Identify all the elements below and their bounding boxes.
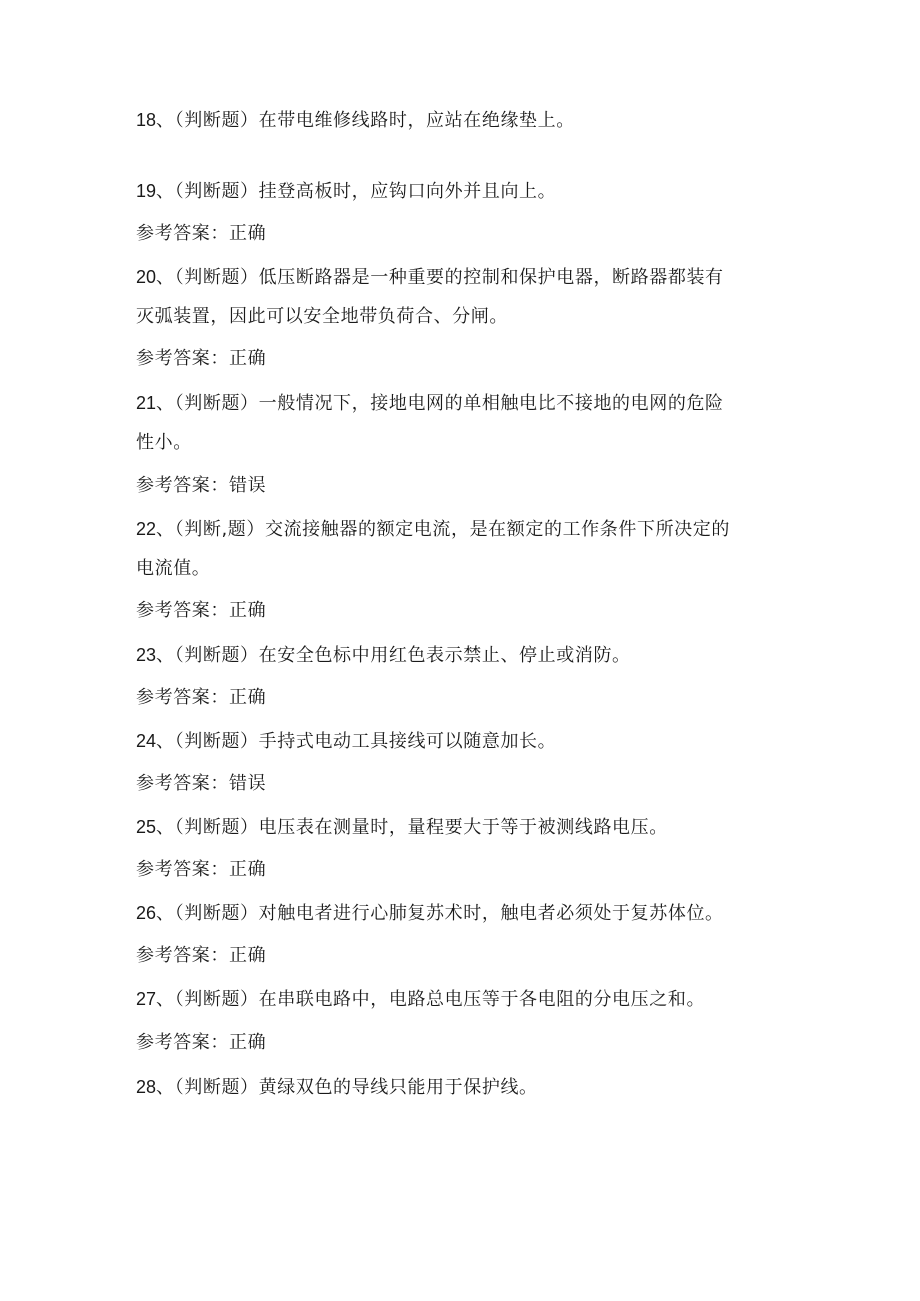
question-number: 21 <box>136 393 157 413</box>
question-number: 25 <box>136 817 157 837</box>
question-type: （判断题） <box>174 731 259 752</box>
question-number: 26 <box>136 903 157 923</box>
question-type: （判断题） <box>174 110 259 131</box>
question-22-continuation: 电流值。 <box>136 558 211 579</box>
question-23 <box>136 645 796 666</box>
answer-27: 参考答案：正确 <box>136 1032 267 1053</box>
question-text: 交流接触器的额定电流，是在额定的工作条件下所决定的 <box>264 519 730 540</box>
question-type: （判断题） <box>174 817 259 838</box>
question-20-continuation: 灭弧装置，因此可以安全地带负荷合、分闸。 <box>136 306 508 327</box>
answer-22: 参考答案：正确 <box>136 600 267 621</box>
question-28 <box>136 1077 796 1098</box>
answer-21: 参考答案：错误 <box>136 475 267 496</box>
question-22 <box>136 519 796 540</box>
question-type: （判断题） <box>174 181 259 202</box>
question-type: （判断题） <box>174 903 259 924</box>
question-type: （判断题） <box>174 393 259 414</box>
question-number: 22 <box>136 519 157 539</box>
question-text: 一般情况下，接地电网的单相触电比不接地的电网的危险 <box>258 393 724 414</box>
answer-20: 参考答案：正确 <box>136 348 267 369</box>
question-type: （判断,题） <box>174 519 265 540</box>
question-separator: 、 <box>156 731 175 752</box>
answer-19: 参考答案：正确 <box>136 223 267 244</box>
question-text: 在安全色标中用红色表示禁止、停止或消防。 <box>258 645 631 666</box>
question-number: 27 <box>136 989 157 1009</box>
question-separator: 、 <box>156 519 175 540</box>
question-21-continuation: 性小。 <box>136 432 192 453</box>
question-text: 在带电维修线路时，应站在绝缘垫上。 <box>258 110 575 131</box>
question-text: 对触电者进行心肺复苏术时，触电者必须处于复苏体位。 <box>258 903 724 924</box>
question-separator: 、 <box>156 645 175 666</box>
question-separator: 、 <box>156 267 175 288</box>
question-26 <box>136 903 796 924</box>
question-separator: 、 <box>156 817 175 838</box>
question-20 <box>136 267 796 288</box>
question-21 <box>136 393 796 414</box>
question-text: 挂登高板时，应钩口向外并且向上。 <box>258 181 557 202</box>
question-separator: 、 <box>156 393 175 414</box>
question-number: 28 <box>136 1077 157 1097</box>
question-19 <box>136 181 796 202</box>
question-type: （判断题） <box>174 989 259 1010</box>
answer-26: 参考答案：正确 <box>136 945 267 966</box>
question-type: （判断题） <box>174 645 259 666</box>
question-text: 黄绿双色的导线只能用于保护线。 <box>258 1077 538 1098</box>
question-separator: 、 <box>156 110 175 131</box>
question-27 <box>136 989 796 1010</box>
question-type: （判断题） <box>174 267 259 288</box>
question-number: 23 <box>136 645 157 665</box>
question-number: 24 <box>136 731 157 751</box>
question-number: 20 <box>136 267 157 287</box>
question-number: 18 <box>136 110 157 130</box>
question-separator: 、 <box>156 989 175 1010</box>
answer-25: 参考答案：正确 <box>136 859 267 880</box>
question-number: 19 <box>136 181 157 201</box>
question-text: 在串联电路中，电路总电压等于各电阻的分电压之和。 <box>258 989 706 1010</box>
answer-23: 参考答案：正确 <box>136 687 267 708</box>
question-text: 手持式电动工具接线可以随意加长。 <box>258 731 557 752</box>
question-separator: 、 <box>156 1077 175 1098</box>
question-separator: 、 <box>156 903 175 924</box>
question-text: 电压表在测量时，量程要大于等于被测线路电压。 <box>258 817 668 838</box>
question-separator: 、 <box>156 181 175 202</box>
question-text: 低压断路器是一种重要的控制和保护电器，断路器都装有 <box>258 267 724 288</box>
question-24 <box>136 731 796 752</box>
question-25 <box>136 817 796 838</box>
question-type: （判断题） <box>174 1077 259 1098</box>
question-18 <box>136 110 796 131</box>
answer-24: 参考答案：错误 <box>136 773 267 794</box>
